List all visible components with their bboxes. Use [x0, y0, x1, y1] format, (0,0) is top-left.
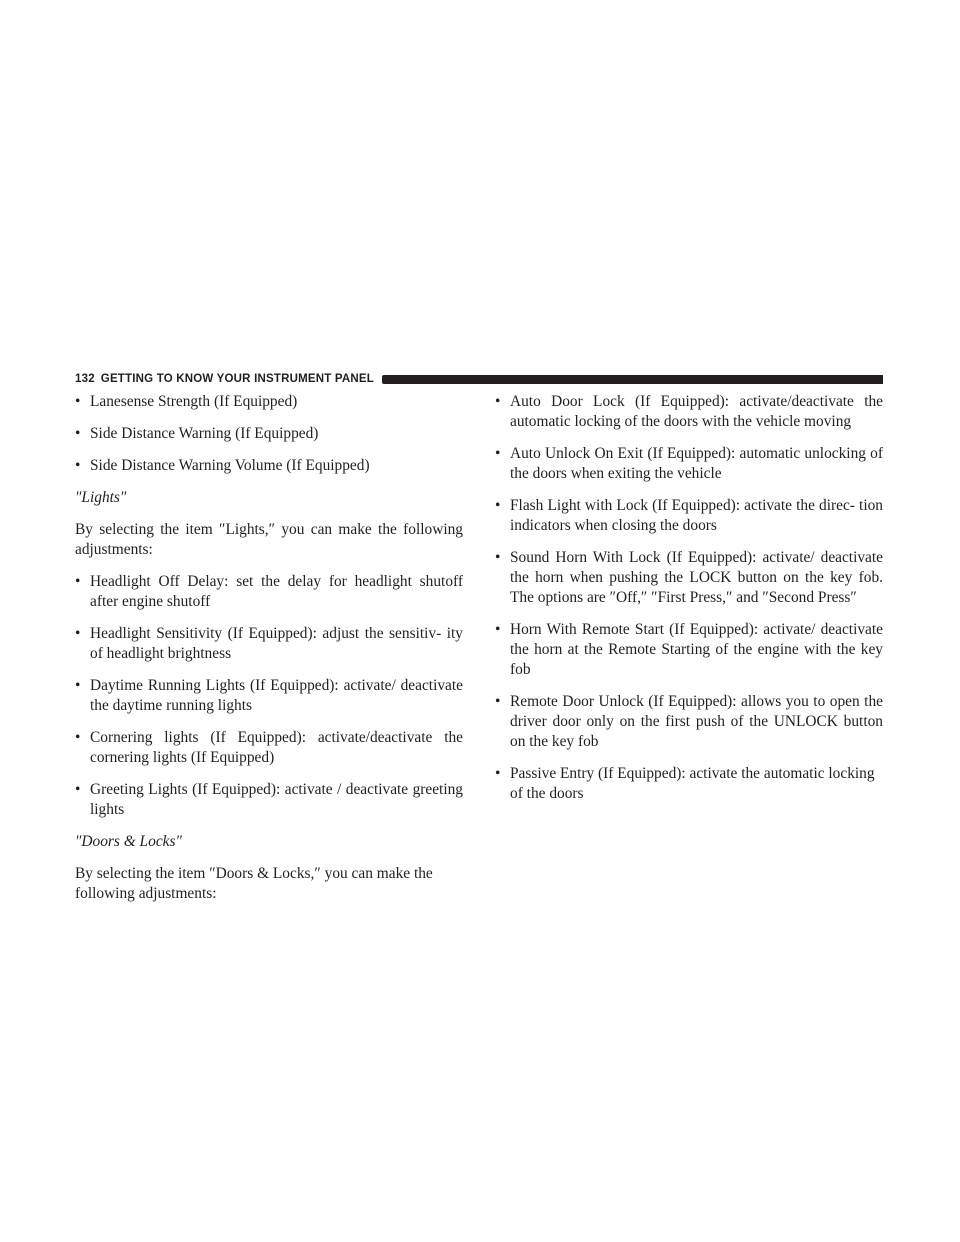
page-number: 132 [75, 373, 95, 385]
list-item: • Headlight Sensitivity (If Equipped): adjust the sensitiv- ity of headlight brightness [75, 624, 463, 664]
list-item: • Auto Unlock On Exit (If Equipped): automatic unlocking of the doors when exiting the vehicle [495, 444, 883, 484]
lights-intro: By selecting the item ″Lights,″ you can make the following adjustments: [75, 521, 463, 558]
right-column [495, 392, 883, 816]
list-item: • Passive Entry (If Equipped): activate the automatic locking of the doors [495, 764, 883, 804]
list-item: • Headlight Off Delay: set the delay for headlight shutoff after engine shutoff [75, 572, 463, 612]
list-item: • Lanesense Strength (If Equipped) [75, 392, 463, 412]
lights-heading: ″Lights″ [75, 489, 127, 506]
list-item: • Sound Horn With Lock (If Equipped): activate/ deactivate the horn when pushing the LOCK button on the key fob. The options are ″Off,″ ″First Press,″ and ″Second Press″ [495, 548, 883, 608]
list-item: • Side Distance Warning (If Equipped) [75, 424, 463, 444]
list-item: • Greeting Lights (If Equipped): activate / deactivate greeting lights [75, 780, 463, 820]
left-column [75, 392, 463, 916]
list-item: • Remote Door Unlock (If Equipped): allows you to open the driver door only on the first push of the UNLOCK button on the key fob [495, 692, 883, 752]
section-title: GETTING TO KNOW YOUR INSTRUMENT PANEL [100, 373, 374, 385]
list-item: • Daytime Running Lights (If Equipped): activate/ deactivate the daytime running lights [75, 676, 463, 716]
doors-locks-heading: ″Doors & Locks″ [75, 833, 182, 850]
doors-locks-intro: By selecting the item ″Doors & Locks,″ you can make the following adjustments: [75, 865, 433, 902]
list-item: • Side Distance Warning Volume (If Equipped) [75, 456, 463, 476]
list-item: • Cornering lights (If Equipped): activate/deactivate the cornering lights (If Equipped) [75, 728, 463, 768]
list-item: • Auto Door Lock (If Equipped): activate/deactivate the automatic locking of the doors with the vehicle moving [495, 392, 883, 432]
list-item: • Flash Light with Lock (If Equipped): activate the direc- tion indicators when closing the doors [495, 496, 883, 536]
list-item: • Horn With Remote Start (If Equipped): activate/ deactivate the horn at the Remote Starting of the engine with the key fob [495, 620, 883, 680]
page-header [75, 372, 883, 386]
header-rule [382, 375, 883, 384]
